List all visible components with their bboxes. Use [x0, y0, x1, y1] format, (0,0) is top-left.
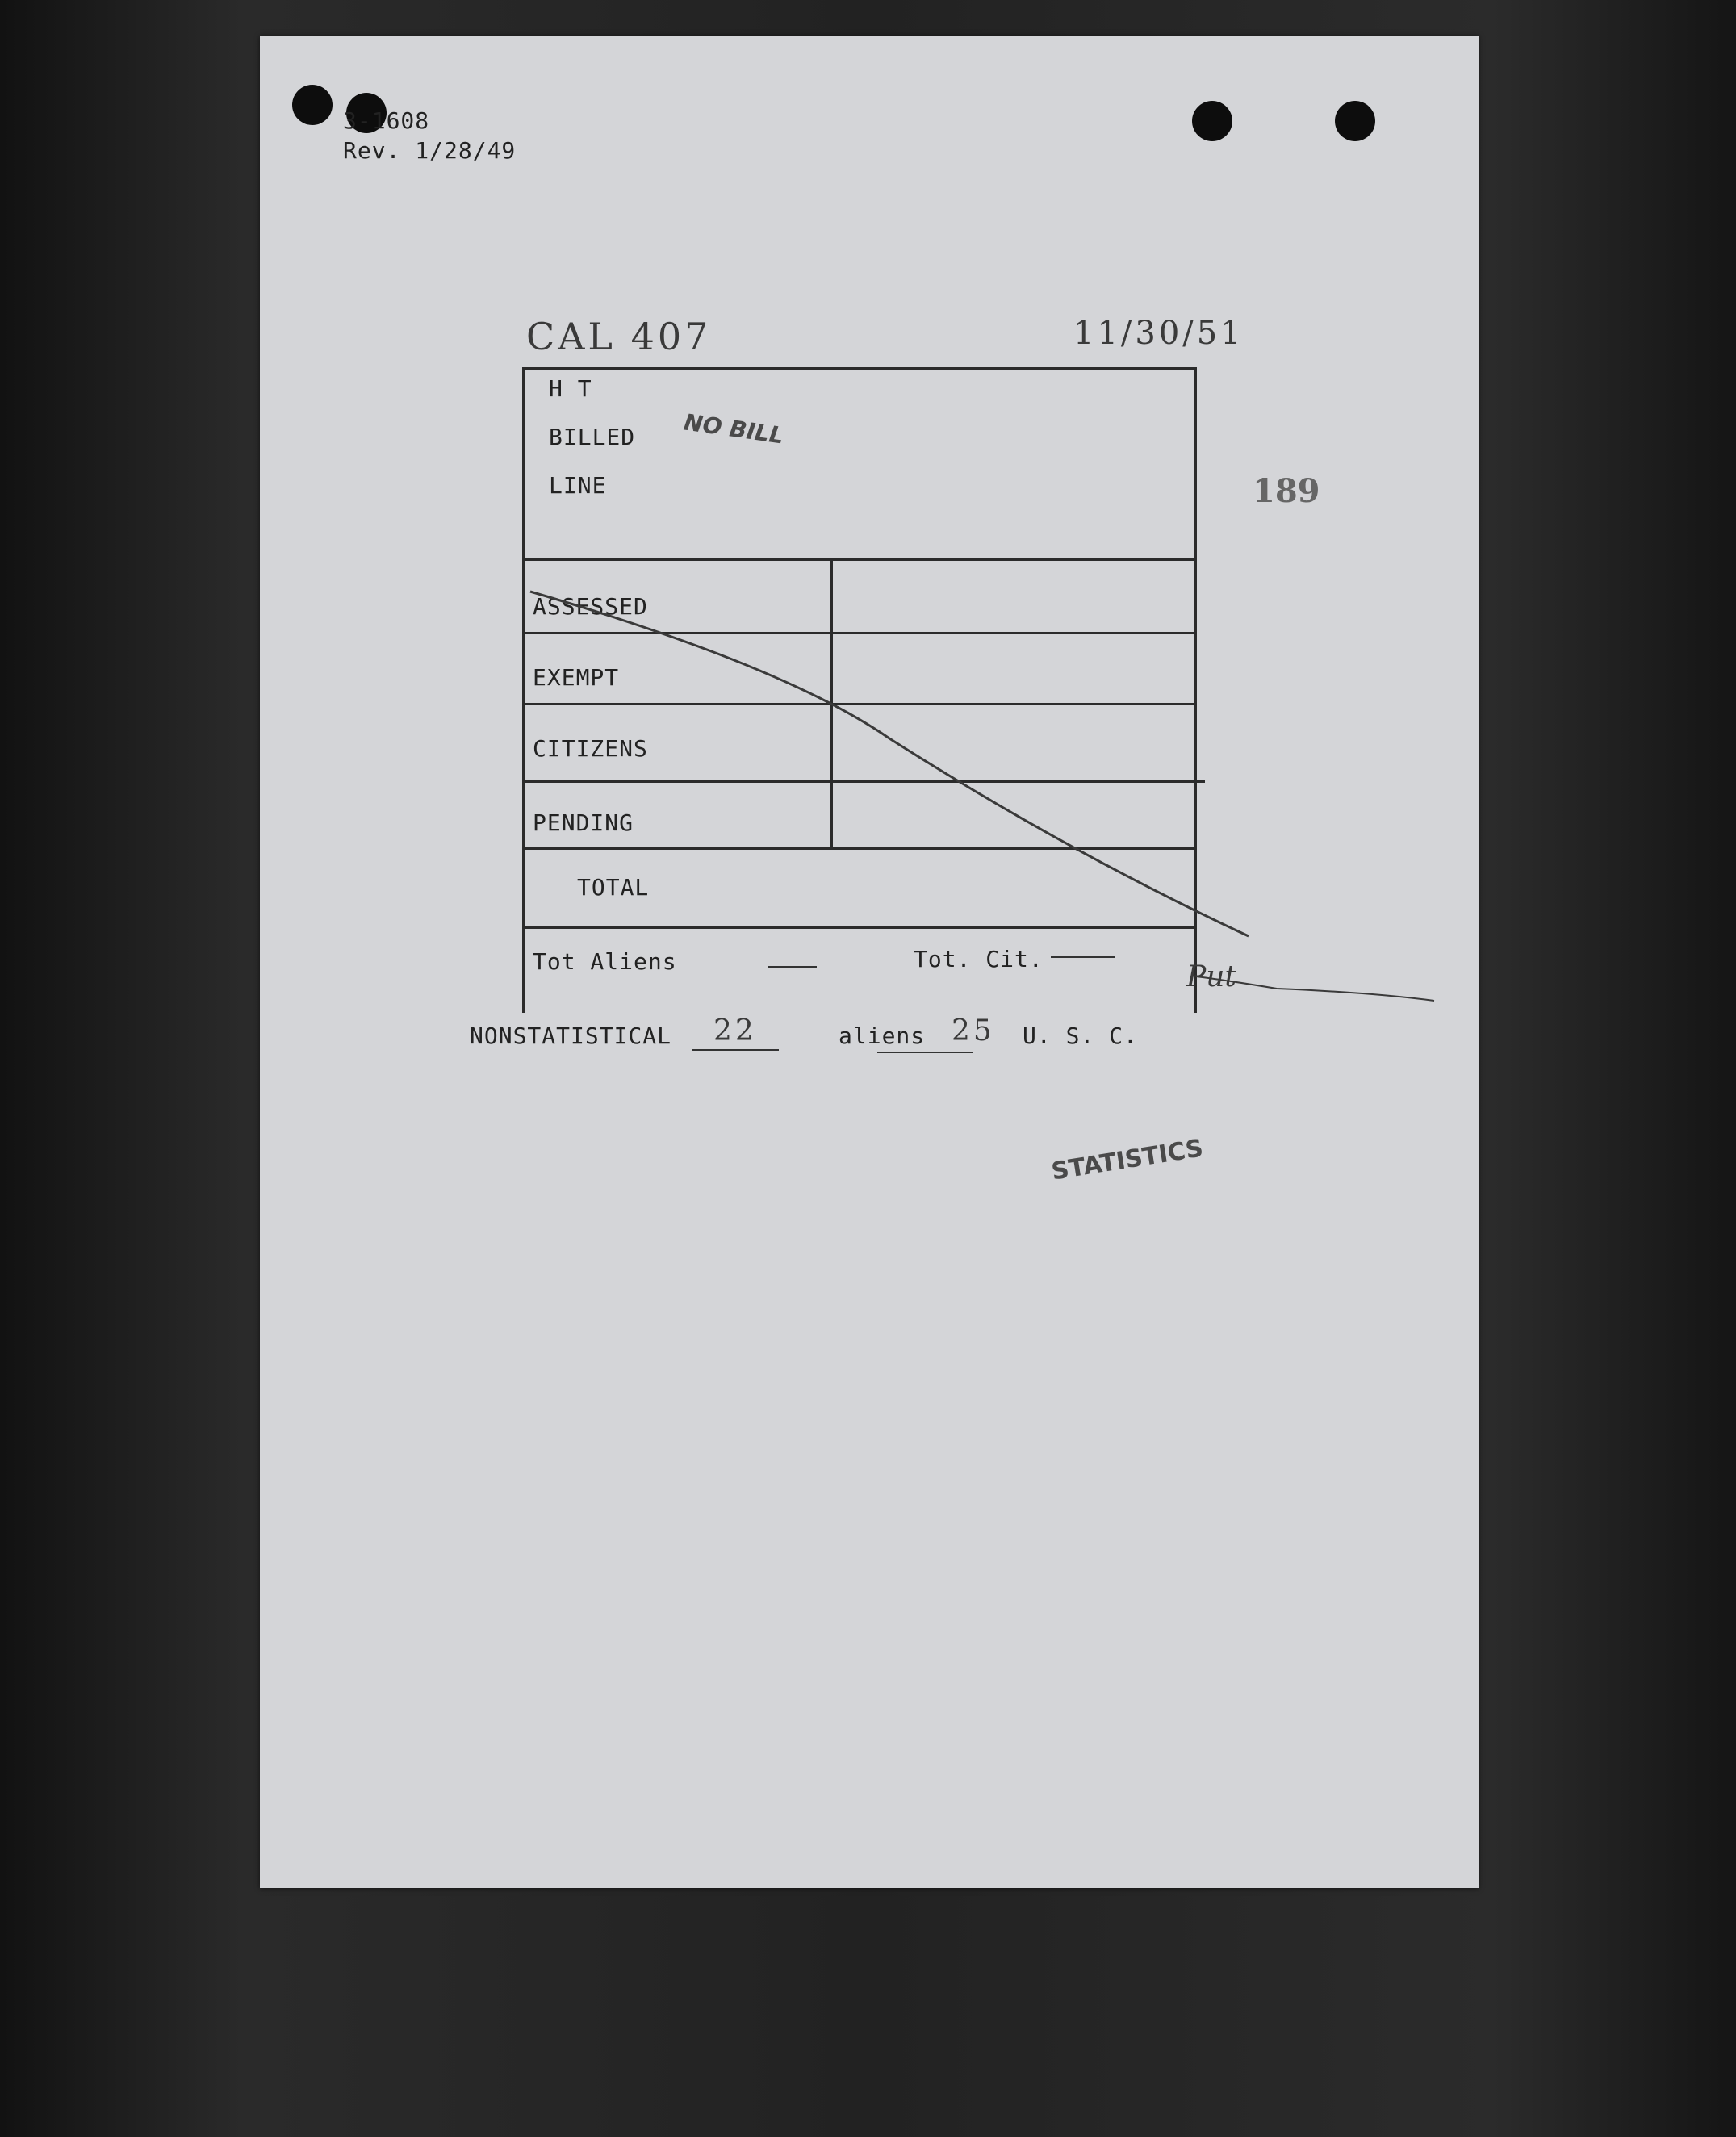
- aliens-count-handwritten: 22: [713, 1014, 757, 1048]
- form-number: 3-1608: [343, 107, 430, 134]
- header-billed: BILLED: [549, 424, 636, 450]
- nonstatistical-label: NONSTATISTICAL: [470, 1022, 672, 1049]
- tot-cit-label: Tot. Cit.: [914, 946, 1044, 972]
- number-stamp: 189: [1253, 472, 1320, 510]
- tot-aliens-label: Tot Aliens: [533, 948, 677, 975]
- row-pending: PENDING: [533, 809, 634, 836]
- initials-handwritten: Put: [1186, 960, 1236, 993]
- statistics-stamp: STATISTICS: [1049, 1134, 1206, 1186]
- usc-count-handwritten: 25: [952, 1014, 995, 1048]
- aliens-count-underline: [692, 1049, 779, 1051]
- no-bill-stamp: NO BILL: [682, 408, 786, 450]
- row-citizens: CITIZENS: [533, 735, 648, 762]
- header-ht: H T: [549, 375, 592, 402]
- pen-strike-through: [260, 36, 1479, 1005]
- header-line: LINE: [549, 472, 607, 499]
- document-sheet: [260, 36, 1479, 1888]
- usc-label: U. S. C.: [1023, 1022, 1138, 1049]
- row-total: TOTAL: [577, 874, 650, 901]
- aliens-label: aliens: [839, 1022, 926, 1049]
- row-exempt: EXEMPT: [533, 664, 620, 691]
- date-handwritten: 11/30/51: [1073, 315, 1244, 352]
- form-revision: Rev. 1/28/49: [343, 137, 517, 164]
- case-number-handwritten: CAL 407: [526, 315, 712, 358]
- usc-count-underline: [877, 1052, 973, 1053]
- row-assessed: ASSESSED: [533, 593, 648, 620]
